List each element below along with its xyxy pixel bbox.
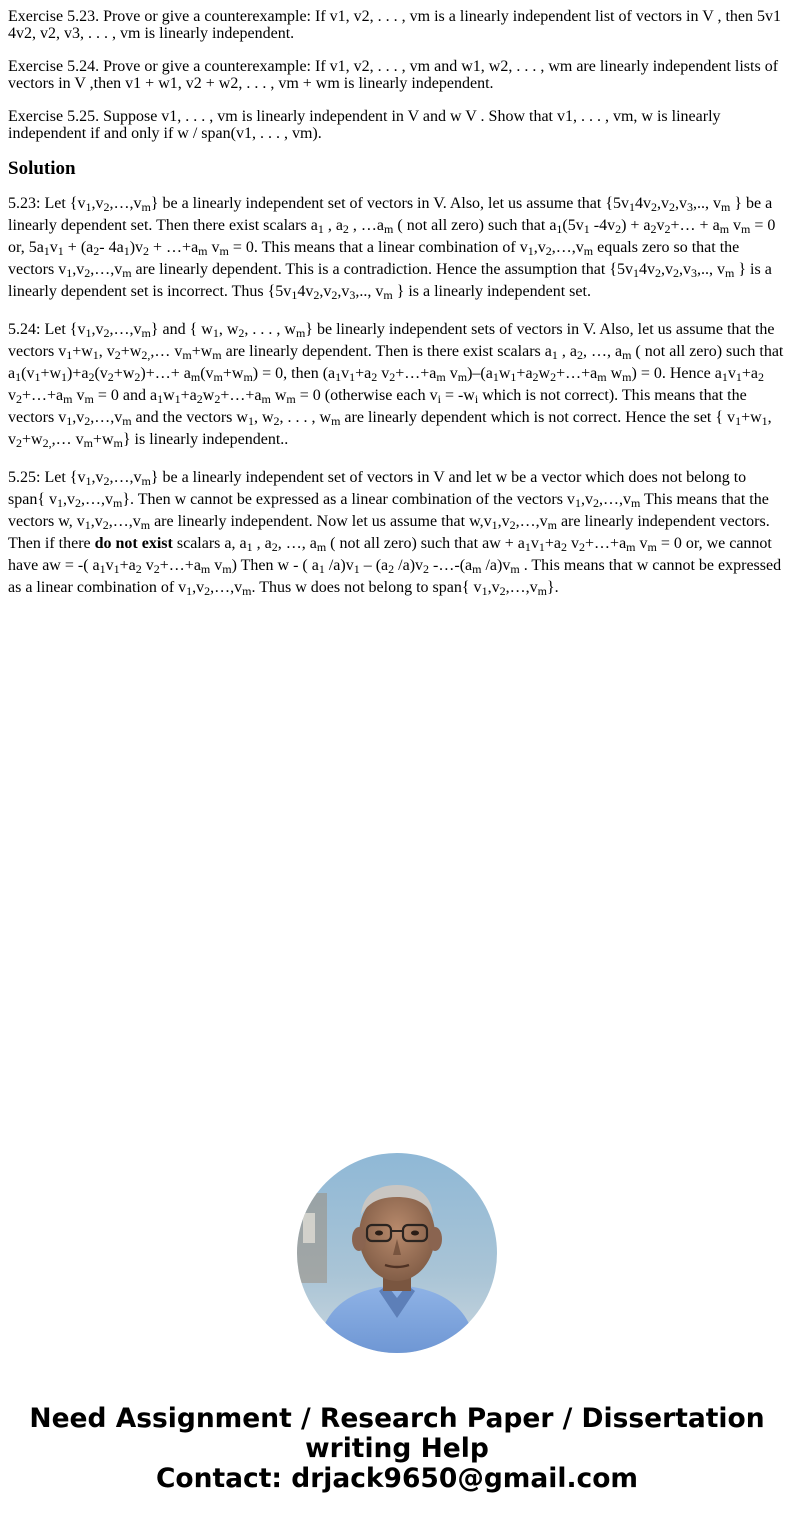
solution-5-24: 5.24: Let $\{v_1,v_2,\dots,v_m\}$ and { $w_1$, $w_2$, . . . , $w_m$} be linearly independent sets of vectors in V. Also, let us assume that the vectors $v_1+w_1$, $v_2+w_{2,},\dots$ $v_m+w_m$ are linearly dependent. Then is there exist scalars $a_1$ , $a_2$, …, $a_m$ ( not all zero) such that $a_1(v_1+w_1)+a_2(v_2+w_2)+\dots+ a_m(v_m+w_m) = 0$, then ($a_1v_1+a_2$ $v_2+\dots+a_m$ $v_m)-(a_1w_1+a_2w_2+\dots+a_m$ $w_m) = 0$. Hence $a_1v_1+a_2$ $v_2+\dots+a_m$ $v_m = 0$ and $a_1w_1+a_2w_2+\dots+a_m$ $w_m = 0$ (otherwise each $v_i = -w_i$ which is not correct). This means that the vectors $v_1,v_2,\dots,v_m$ and the vectors $w_1$, $w_2$, . . . , $w_m$ are linearly dependent which is not correct. Hence the set { $v_1+w_1$, $v_2+w_{2,},\dots$ $v_m+w_m$} is linearly independent.. [8, 321, 784, 450]
exercise-5-25: Exercise 5.25. Suppose v1, . . . , vm is linearly independent in V and w V . Show that v1, . . . , vm, w is linearly independent if and only if w / span(v1, . . . , vm). [8, 108, 721, 142]
solution-body [8, 193, 786, 599]
exercise-5-24: Exercise 5.24. Prove or give a counterexample: If v1, v2, . . . , vm and w1, w2, . . . , wm are linearly independent lists of vectors in V ,then v1 + w1, v2 + w2, . . . , vm + wm is linearly independent. [8, 58, 779, 92]
solution-5-23: 5.23: Let $\{v_1,v_2,\dots,v_m\}$ be a linearly independent set of vectors in V. Also, let us assume that {$5v_14v_2,v_2,v_3$,.., $v_m$ } be a linearly dependent set. Then there exist scalars $a_1$ , $a_2$ , $\dots a_m$ ( not all zero) such that $a_1(5v_1$ $-4v_2$) + $a_2v_2+\dots + a_m$ $v_m = 0$ or, $5a_1v_1 + (a_2-$ $4a_1)v_2$ + $\dots+a_m$ $v_m = 0$. This means that a linear combination of $v_1,v_2,\dots,v_m$ equals zero so that the vectors $v_1,v_2,\dots,v_m$ are linearly dependent. This is a contradiction. Hence the assumption that {$5v_14v_2,v_2,v_3$,.., $v_m$ } is a linearly dependent set is incorrect. Thus {$5v_14v_2,v_2,v_3$,.., $v_m$ } is a linearly independent set. [8, 195, 776, 302]
banner-line-1: Need Assignment / Research Paper / Dissertation [29, 1403, 765, 1434]
banner-contact: Contact: drjack9650@gmail.com [155, 1463, 639, 1494]
help-banner [0, 1404, 794, 1494]
author-avatar [297, 1153, 497, 1353]
solution-heading: Solution [8, 158, 76, 179]
solution-5-25: 5.25: Let $\{v_1,v_2,\dots,v_m\}$ be a linearly independent set of vectors in V and let w be a vector which does not belong to span{ $v_1,v_2,\dots,v_m$}. Then w cannot be expressed as a linear combination of the vectors $v_1,v_2,\dots,v_m$ This means that the vectors w, $v_1,v_2,\dots,v_m$ are linearly independent. Now let us assume that $w,v_1,v_2,\dots,v_m$ are linearly independent vectors. Then if there do not exist scalars a, $a_1$ , $a_2$, …, $a_m$ ( not all zero) such that aw + $a_1v_1+a_2$ $v_2+\dots+a_m$ $v_m = 0$ or, we cannot have aw = -( $a_1v_1+a_2$ $v_2+\dots+a_m$ $v_m$) Then w - ( $a_1$ $/a)v_1 - (a_2$ $/a)v_2$ $-\dots-(a_m$ $/a)v_m$ . This means that w cannot be expressed as a linear combination of $v_1,v_2,\dots,v_m$. Thus w does not belong to span{ $v_1,v_2,\dots,v_m$}. [8, 469, 782, 598]
document-body [8, 0, 786, 615]
exercise-5-23: Exercise 5.23. Prove or give a counterexample: If v1, v2, . . . , vm is a linearly independent list of vectors in V , then 5v1 4v2, v2, v3, . . . , vm is linearly independent. [8, 8, 781, 42]
author-portrait-image [297, 1153, 497, 1353]
banner-line-2: writing Help [305, 1433, 489, 1464]
